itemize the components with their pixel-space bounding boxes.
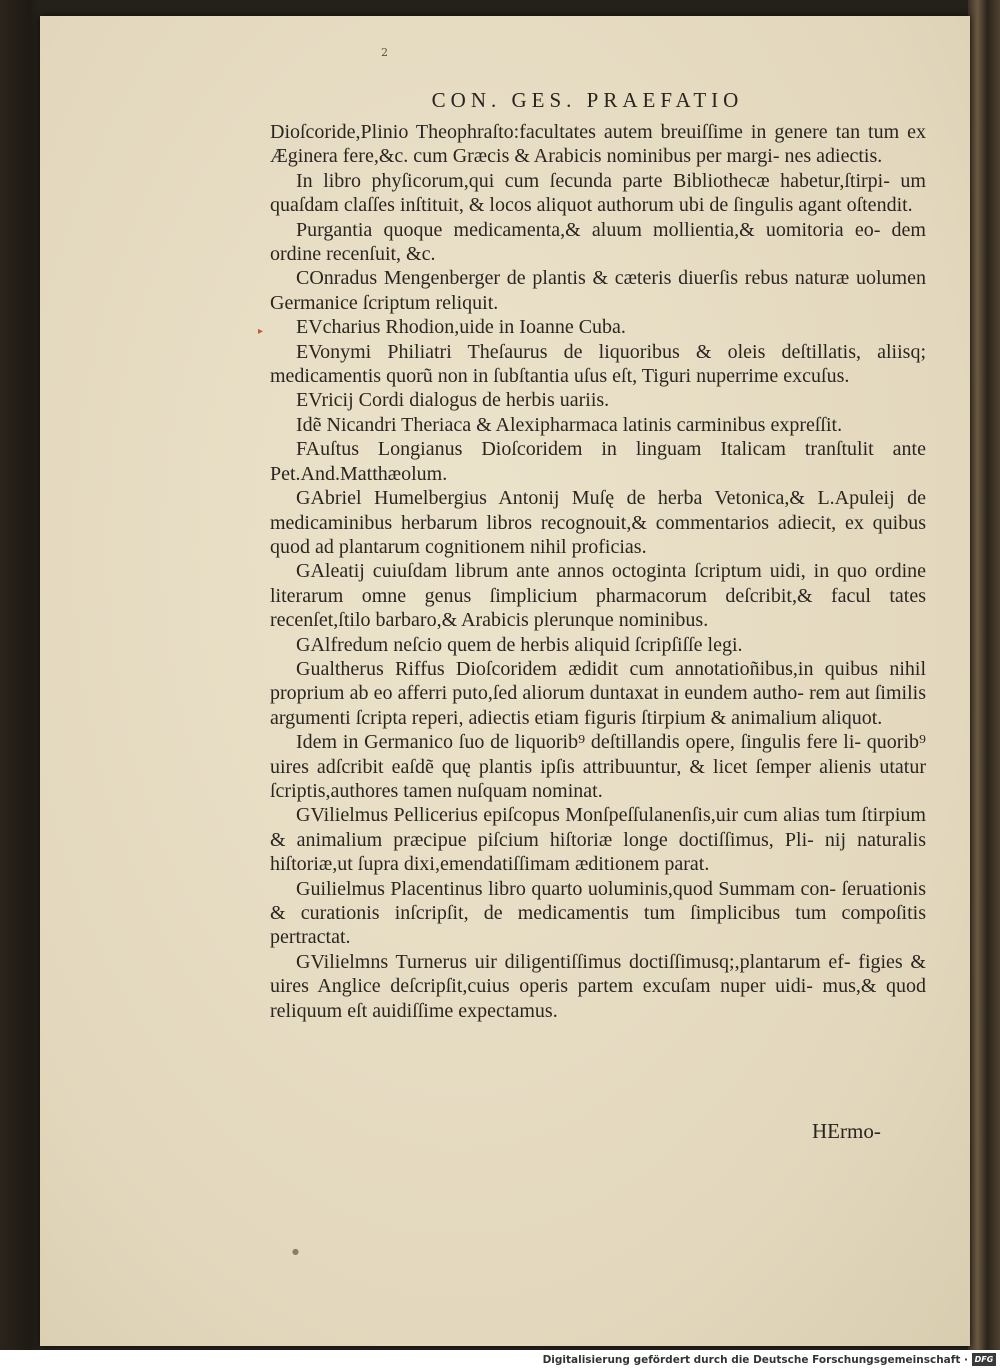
paragraph: In libro phyſicorum,qui cum ſecunda parte Bibliothecæ habetur,ſtirpi- um quaſdam claſſes inſtituit, & locos aliquot authorum ubi de ſingulis agant oſtendit. (270, 169, 926, 217)
paragraph: Guilielmus Placentinus libro quarto uoluminis,quod Summam con- ſeruationis & curationis inſcripſit, de medicamentis tum ſimplicibus tum compoſitis pertractat. (270, 877, 926, 949)
footer-credit: Digitalisierung gefördert durch die Deutsche Forschungsgemeinschaft · (542, 1354, 968, 1366)
paragraph: GVilielmns Turnerus uir diligentiſſimus doctiſſimusq;,plantarum ef- figies & uires Anglice deſcripſit,cuius operis partem excuſam nuper uidi- mus,& quod reliquum eſt auidiſſime expectamus. (270, 950, 926, 1022)
paragraph: Gualtherus Riffus Dioſcoridem ædidit cum annotatioñibus,in quibus nihil proprium ab eo afferri puto,ſed aliorum duntaxat in eundem autho- rem aut ſimilis argumenti ſcripta reperi, adiectis etiam figuris ſtirpium & animalium aliquot. (270, 657, 926, 729)
paragraph: GVilielmus Pellicerius epiſcopus Monſpeſſulanenſis,uir cum alias tum ſtirpium & animalium præcipue piſcium hiſtoriæ longe doctiſſimus, Pli- nij naturalis hiſtoriæ,ut ſupra dixi,emendatiſſimam æditionem parat. (270, 804, 926, 876)
paragraph: Idem in Germanico ſuo de liquorib⁹ deſtillandis opere, ſingulis fere li- quorib⁹ uires adſcribit eaſdẽ quę plantis ipſis attribuuntur, & licet ſemper alienis utatur ſcriptis,authores tamen nuſquam nominat. (270, 731, 926, 802)
page-body-text (270, 120, 926, 1023)
folio-mark: 2 (381, 46, 388, 59)
paragraph: GAlfredum neſcio quem de herbis aliquid ſcripſiſſe legi. (296, 633, 743, 656)
catchword: HErmo- (812, 1119, 881, 1143)
paragraph: COnradus Mengenberger de plantis & cæteris diuerſis rebus naturæ uolumen Germanice ſcriptum reliquit. (270, 267, 926, 314)
paragraph: EVcharius Rhodion,uide in Ioanne Cuba. (296, 316, 626, 339)
paragraph: FAuſtus Longianus Dioſcoridem in linguam Italicam tranſtulit ante Pet.And.Matthæolum. (270, 438, 926, 485)
ink-dot-icon: ● (292, 1247, 299, 1256)
paragraph: Purgantia quoque medicamenta,& aluum mollientia,& uomitoria eo- dem ordine recenſuit, &c. (270, 218, 926, 266)
dfg-logo-icon: DFG (972, 1353, 996, 1366)
paragraph: Idẽ Nicandri Theriaca & Alexipharmaca latinis carminibus expreſſit. (296, 413, 843, 436)
running-head: CON. GES. PRAEFATIO (431, 88, 744, 112)
digitization-footer (0, 1350, 1000, 1371)
paragraph: GAleatij cuiuſdam librum ante annos octoginta ſcriptum uidi, in quo ordine literarum omne genus ſimplicium pharmacorum deſcribit,& facul tates recenſet,ſtilo barbaro,& Arabicis plerunque nominibus. (270, 560, 926, 632)
paragraph: EVricij Cordi dialogus de herbis uariis. (296, 389, 610, 412)
paragraph: GAbriel Humelbergius Antonij Muſę de herba Vetonica,& L.Apuleij de medicaminibus herbarum libros recognouit,& commentarios adiecit, ex quibus quod ad plantarum cognitionem nihil proficias. (270, 487, 926, 558)
ink-mark-icon: ▸ (258, 326, 264, 337)
book-edge (968, 0, 1000, 1350)
paragraph: Dioſcoride,Plinio Theophraſto:facultates autem breuiſſime in genere tan tum ex Æginera fere,&c. cum Græcis & Arabicis nominibus per margi- nes adiectis. (270, 121, 926, 168)
paragraph: EVonymi Philiatri Theſaurus de liquoribus & oleis deſtillatis, aliisq; medicamentis quorũ non in ſubſtantia uſus eſt, Tiguri nuperrime excuſus. (270, 340, 926, 388)
